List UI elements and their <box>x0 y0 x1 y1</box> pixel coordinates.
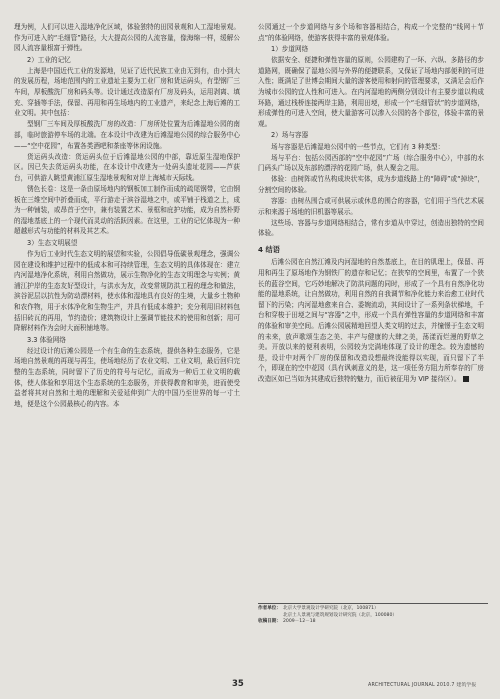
left-paragraph: 货运码头改造：货运码头位于后滩湿地公园的中部，靠近原生湿地保护区。因已失去货运码头功能，在本设计中改建为一处码头遗址花园——芦荻台，可供游人眺望黄浦江原生湿地景观和对岸上海城市天际线。 <box>14 152 240 182</box>
right-paragraph: 后滩公园在自然江滩及内河湿地的自然基底上，在目的肌理上，保留、再用和再生了原场地作为钢铁厂的遗存和记忆；在狭窄的空间里，布置了一个狭长的蓝谷空间，它巧妙地解决了防洪问题的同时，形成了一个具有自然净化功能的湿地系统，让自然做功，利用自然的自我调节和净化能力来治愈工业时代留下的污染；内河湿地愈来自合、委婉流动，其间设计了一系列条状梯地，千台和穿梭于田埂之间与“容器”之中，形成一个具有弹性容量的步道网络和丰富的体验和审美空间。后滩公园展精地回望人类文明的过去，并憧憬于生态文明的未来，放声歌颂生态之美、丰产与健康的大肆之美，荡漾而烂漫的野草之美。开放以来的便利表明，公园较为完满地体现了设计的理念。较为遗憾的是，设计中对两个厂房的保留和改造设想最终没能得以实现，而只留下了半个，即现在的空中花园（具有讽刺意义的是，这一项任务方阻力所奉存的厂房改造区如已当如为其建成后独特的魅力，而后被征用为 VIP 接待区）。 <box>258 258 484 383</box>
author-affiliation-label: 作者单位： <box>258 606 281 611</box>
footnote-divider <box>258 603 488 604</box>
right-paragraph: 这些场、容器与步道网络相结合，常有步道从中穿过，创造出独特的空间体验。 <box>258 218 484 238</box>
right-paragraph: 场与容器是后滩湿地公园中的一些节点，它们有 3 种类型： <box>271 142 445 151</box>
author-affiliation-line: 北京大学景观设计学研究院（北京，100871） <box>282 606 379 611</box>
right-paragraph: 体验：由树阵或竹丛构成块状实体，成为步道线路上的“障碍”或“掉块”，分割空间的体验。 <box>258 175 484 194</box>
author-affiliation-line: 北京土人景观与建筑规划设计研究院（北京，100080） <box>282 612 397 618</box>
right-subheading: 2）场与容器 <box>271 131 309 140</box>
page-footer <box>0 679 500 691</box>
left-paragraph: 经过设计的后滩公园是一个有生命的生态系统，提供各种生态服务，它是场地自然景观的再现与再生，使场地经历了农业文明、工业文明，最后回归完整的生态系统，同时留下了历史的符号与记忆，而成为一种后工业文明的载体，使人体验和享用这个生态系统的生态服务，并获得教育和审美，进而使受益者将其对自然和土地的理解和关爱延伸到广大的中国乃至世界的每一寸土地，便是这个公园最核心的内容。本 <box>14 346 240 408</box>
received-date-label: 收稿日期： <box>258 619 281 625</box>
left-text-column <box>14 22 240 410</box>
left-paragraph: 锈色长卷：这是一条由原场地内的钢板加工制作而成的疏尾钢带，它由钢板在三维空间中折叠而成，平行游走于滨谷湿地之中，或平铺于栈道之上，成为一种铺装，或昂首于空中，兼有装置艺术、景框和庇护功能，成为自然朴野的湿地基底上的一个现代而灵动的活跃因素。在这里，工业的记忆体现为一种超越形式与功能的材料及其艺术。 <box>14 184 240 236</box>
left-subheading: 3.3 体验网络 <box>27 335 66 344</box>
right-section-heading: 4 结语 <box>258 244 280 254</box>
left-subheading: 2）工业的记忆 <box>27 55 71 64</box>
end-of-article-mark <box>463 376 469 382</box>
page-number: 35 <box>232 679 244 689</box>
left-paragraph: 理为例，人们可以进入湿地净化区域，体验独特的田园景观和人工湿地景观。作为可进入的“毛细管”路径，大大提高公园的人流容量，像海绵一样，缓解公园人流容量根富于弹性。 <box>14 23 240 53</box>
left-subheading: 3）生态文明展望 <box>27 238 78 247</box>
footnote <box>258 606 488 626</box>
right-paragraph: 容器：由树丛围合或可供展示或休息的围合的容器，它们用于当代艺术展示和来源于场地的旧机器等展示。 <box>258 197 484 216</box>
right-paragraph: 公园通过一个步道网络与多个场和容器相结合，构成一个完整的“线网＋节点”的体验网络，使游客获得丰富的景观体验。 <box>258 23 484 42</box>
journal-name: ARCHITECTURAL JOURNAL 2010.7 建筑学报 <box>368 683 477 688</box>
right-text-column <box>258 22 484 385</box>
left-paragraph: 型钢厂三车间及厚板酸洗厂房的改造：厂房所处位置为后滩湿地公园的南部，临时旅游停车场的北端。在本设计中改建为后滩湿地公园的综合服务中心——“空中花园”，布置各类酒吧和茶座等休闲设施。 <box>14 120 240 150</box>
left-paragraph: 作为后工业时代生态文明的展望和实验，公园倡导低碳景观理念，强调公园在建设和维护过程中的低成本和可持续管理，生态文明的具体体现在：建立内河湿地净化系统，利用自然做功，展示生物净化的生态文明理念与实例；黄浦江护岸的生态友好型设计，与洪水为友，改变常规防洪工程的理念和做法，滨谷泥层以抗性为防动漂材料，使水体和湿地具有良好的生境，大量乡土物种和农作物，用于水体净化和生物生产，并具有低成本维护；充分利用旧材料包括旧砖瓦的再用，节约造价；建筑物设计上强调节能技术的使用和创新；用可降解材料作为会时大面积铺地等。 <box>14 249 240 333</box>
received-date: 2009－12－18 <box>282 619 316 625</box>
left-paragraph: 上海是中国近代工业的发源地，见证了近代民族工业由无到有，由小到大的发展历程，场地范围内的工业遗址主要为工业厂房和货运码头，有型钢厂三车间，厚板酸洗厂房和码头等。设计通过改造原有厂房及码头，运用剥离、填充、穿插等手法，保留、再用和再生场地内的工业遗产，来纪念上海后滩的工业文明。其中包括： <box>14 66 240 118</box>
right-paragraph: 场与平台：包括公园西部的“空中花园”广场（综合服务中心），中部的水门码头广场以及东部的漂浮的花园广场，供人聚会之用。 <box>258 153 484 173</box>
right-subheading: 1）步道网络 <box>271 45 309 54</box>
right-paragraph: 依据安全、便捷和弹性容量的原则，公园建构了一环、六纵、多路径的步道路网，既确保了湿地公园与外界的便捷联系，又保证了场地内部便利的可进入性；既满足了世博会期间大量的游客使用和射问的管理要求，又满足会后作为城市公园的宜人性和可进入。在内河湿地的两侧分别设计有主要步道以构成环路，通过栈桥连接两岸主路，利用田埂，形成一个“毛细管状”的步道网络，形成弹性的可进入空间，使大量游客可以渗入公园的各个部位，体验丰富的景观。 <box>258 56 484 128</box>
